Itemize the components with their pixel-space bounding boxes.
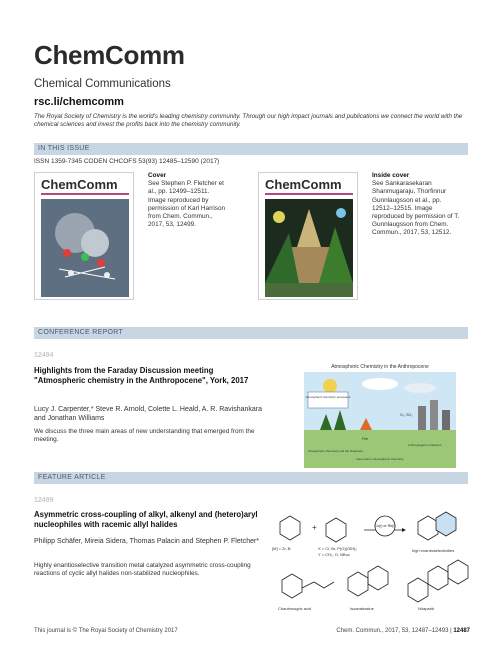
inside-cover-image[interactable] [258, 172, 358, 300]
figure-label-fire: Fire [362, 437, 369, 441]
conference-figure [300, 360, 460, 472]
scheme-reagent-1: [M] = Zr, B [272, 546, 291, 551]
cover-caption-title: Cover [148, 172, 167, 179]
footer-copyright: This journal is © The Royal Society of Chemistry 2017 [34, 628, 178, 634]
cover-logo-text: ChemComm [41, 177, 118, 192]
feature-article-band: FEATURE ARTICLE [34, 472, 468, 484]
feature-authors: Philipp Schäfer, Mireia Sidera, Thomas Palacin and Stephen P. Fletcher* [34, 538, 260, 545]
feature-page-number: 12499 [34, 497, 54, 504]
inside-cover-logo-text: ChemComm [265, 177, 342, 192]
conference-authors: Lucy J. Carpenter,* Steve R. Arnold, Colette L. Heald, A. R. Ravishankara and Jonathan Williams [34, 406, 263, 422]
journal-url[interactable]: rsc.li/chemcomm [34, 96, 124, 108]
footer-journal-citation: Chem. Commun., 2017, 53, 12487–12493 [336, 628, 449, 634]
inside-cover-artwork [259, 173, 358, 300]
conference-report-band: CONFERENCE REPORT [34, 327, 468, 339]
scheme-compound-1: Chaulmoogric acid [278, 606, 312, 611]
figure-label-tools: New tools in atmospheric chemistry [356, 457, 404, 461]
figure-label-processes: Atmospheric chemistry processes [305, 395, 351, 399]
scheme-compound-3: Niraparib [418, 606, 435, 611]
feature-abstract: Highly enantioselective transition metal catalyzed asymmetric cross-coupling reactions of cyclic allyl halides non-stabilized nucleophiles. [34, 562, 251, 577]
scheme-reagent-3: Y = CH₂, O, NBoc [318, 552, 350, 557]
scheme-reagent-2: X = Cl, Br, P(O)(OEt)₂ [318, 546, 357, 551]
scheme-compound-2: Isoanabasine [350, 606, 374, 611]
in-this-issue-band: IN THIS ISSUE [34, 143, 468, 155]
figure-label-o3: O₃, SO₂ [400, 413, 413, 417]
conference-page-number: 12494 [34, 352, 54, 359]
inside-cover-caption-text: See Sankarasekaran Shanmugaraju, Thorfinnur Gunnlaugsson et al., pp. 12512–12515. Image reproduced by permission of T. Gunnlaugsson from Chem. Commun., 2017, 53, 12512. [372, 180, 460, 237]
issn-line: ISSN 1359-7345 CODEN CHCOFS 53(93) 12485–12590 (2017) [34, 158, 220, 165]
cover-artwork [35, 173, 134, 300]
inside-cover-caption-title: Inside cover [372, 172, 410, 179]
cover-caption-text: See Stephen P. Fletcher et al., pp. 12499–12511. Image reproduced by permission of Karl Harrison from Chem. Commun., 2017, 53, 12499. [148, 180, 226, 229]
conference-abstract: We discuss the three main areas of new understanding that emerged from the meeting. [34, 428, 255, 443]
journal-title: ChemComm [34, 40, 185, 70]
footer-page-number: 12487 [453, 628, 470, 634]
cover-image[interactable] [34, 172, 134, 300]
figure-title: Atmospheric Chemistry in the Anthropocene [331, 364, 429, 370]
figure-label-emissions: Anthropogenic emissions [408, 443, 442, 447]
scheme-product-label: high enantioselectivities [412, 548, 455, 553]
inside-cover-caption [372, 172, 464, 238]
cover-caption [148, 172, 228, 229]
scheme-catalyst: Cu(I) or Rh(I) [374, 524, 396, 528]
rsc-blurb: The Royal Society of Chemistry is the world's leading chemistry community. Through our high impact journals and publications we connect the world with the chemical sciences and invest the profits back into the chemistry community. [34, 113, 463, 128]
feature-title[interactable]: Asymmetric cross-coupling of alkyl, alkenyl and (hetero)aryl nucleophiles with racemic allyl halides [34, 510, 258, 529]
journal-subtitle: Chemical Communications [34, 78, 171, 90]
svg-text:+: + [312, 523, 317, 532]
figure-label-biosphere: Atmospheric chemistry and the biosphere [308, 449, 364, 453]
footer-citation: Chem. Commun., 2017, 53, 12487–12493 | 12487 [336, 628, 470, 634]
conference-title[interactable]: Highlights from the Faraday Discussion meeting "Atmospheric chemistry in the Anthropocene", York, 2017 [34, 366, 249, 385]
feature-scheme [268, 508, 478, 618]
